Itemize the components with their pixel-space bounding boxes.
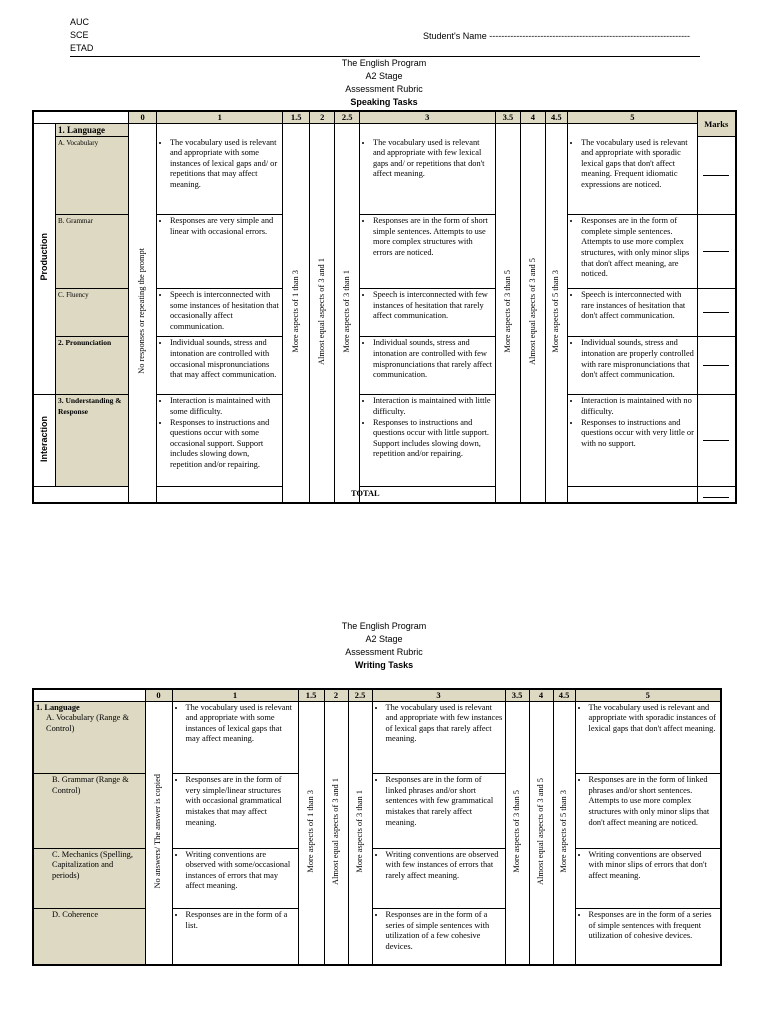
descriptor: • Responses to instructions and questions occur with some occasional support. Support includes slowing down, repetition and/or repairing. (170, 418, 281, 471)
writing-col-4-5: 4.5 (553, 689, 575, 701)
writing-col-2: 2 (324, 689, 348, 701)
descriptor: • Responses are in the form of short simple sentences. Attempts to use more complex structures with errors are noticed. (373, 216, 493, 258)
speaking-grammar-c3 (359, 215, 495, 289)
writing-row-label: A. Vocabulary (Range & Control) (46, 713, 129, 733)
writing-title-line4: Writing Tasks (354, 660, 414, 670)
speaking-pron-c5 (568, 337, 698, 395)
header-line-auc: AUC (70, 17, 90, 27)
speaking-corner (33, 111, 129, 123)
writing-col-1: 1 (172, 689, 298, 701)
interaction-section: Interaction (33, 395, 55, 487)
speaking-col-5: 5 (568, 111, 698, 123)
speaking-half-3: More aspects of 3 than 1 (335, 123, 359, 503)
speaking-col-1-5: 1.5 (283, 111, 310, 123)
descriptor: • The vocabulary used is relevant and appropriate with sporadic instances of lexical gaps that don't affect meaning. (589, 703, 719, 735)
writing-title (0, 620, 768, 672)
speaking-fluency-marks[interactable] (697, 289, 736, 337)
writing-title-line3: Assessment Rubric (345, 647, 423, 657)
speaking-half-4: More aspects of 3 than 5 (495, 123, 521, 503)
descriptor: • The vocabulary used is relevant and appropriate with sporadic lexical gaps that don't affect meaning. Frequent idiomatic expressions are noticed. (581, 138, 695, 191)
production-section: Production (33, 123, 55, 395)
speaking-col-0: 0 (129, 111, 157, 123)
writing-col-0: 0 (145, 689, 172, 701)
descriptor: • Individual sounds, stress and intonation are controlled with few mispronunciations that rarely affect communication. (373, 338, 493, 380)
descriptor: • Responses are in the form of linked phrases and/or short sentences. Attempts to use more complex structures with only minor slips that don't affect meaning are noticed. (589, 775, 719, 828)
speaking-title-line4: Speaking Tasks (350, 97, 418, 107)
speaking-col-3: 3 (359, 111, 495, 123)
speaking-row-label: A. Vocabulary (55, 137, 128, 215)
descriptor: • The vocabulary used is relevant and appropriate with some instances of lexical gaps and/ or repetitions that may affect meaning. (170, 138, 281, 191)
speaking-row-label: 3. Understanding & Response (55, 395, 128, 487)
speaking-title-line1: The English Program (341, 58, 427, 68)
writing-rubric-table (32, 688, 722, 966)
speaking-vocab-c5 (568, 137, 698, 215)
writing-col-1-5: 1.5 (298, 689, 324, 701)
descriptor: • Interaction is maintained with little difficulty. (373, 396, 493, 417)
descriptor: • The vocabulary used is relevant and appropriate with few lexical gaps and/ or repetitions that don't affect meaning. (373, 138, 493, 180)
speaking-spacer (568, 123, 698, 137)
descriptor: • Individual sounds, stress and intonation are controlled with occasional mispronunciations that may affect communication. (170, 338, 281, 380)
descriptor: • Responses are in the form of linked phrases and/or short sentences with few grammatical mistakes that rarely affect meaning. (386, 775, 503, 828)
speaking-title (0, 57, 768, 109)
descriptor: • Responses are in the form of a list. (186, 910, 296, 931)
speaking-pron-c1 (156, 337, 283, 395)
writing-coh-c3 (372, 909, 505, 965)
speaking-title-line2: A2 Stage (365, 71, 403, 81)
speaking-under-c1 (156, 395, 283, 487)
speaking-spacer (359, 123, 495, 137)
writing-grammar-c5 (575, 774, 721, 849)
writing-row-label: B. Grammar (Range & Control) (33, 774, 145, 849)
writing-coh-c5 (575, 909, 721, 965)
writing-grammar-c1 (172, 774, 298, 849)
speaking-vocab-marks[interactable] (697, 137, 736, 215)
speaking-under-c3 (359, 395, 495, 487)
speaking-grammar-c5 (568, 215, 698, 289)
speaking-spacer (156, 123, 283, 137)
descriptor: • Responses are very simple and linear with occasional errors. (170, 216, 281, 237)
writing-half-1: More aspects of 1 than 3 (298, 701, 324, 965)
speaking-title-line3: Assessment Rubric (345, 84, 423, 94)
writing-coh-c1 (172, 909, 298, 965)
speaking-col-3-5: 3.5 (495, 111, 521, 123)
writing-vocab-c1 (172, 701, 298, 774)
writing-grammar-c3 (372, 774, 505, 849)
writing-half-5: Almost equal aspects of 3 and 5 (529, 701, 553, 965)
writing-corner (33, 689, 145, 701)
header-line-etad: ETAD (70, 43, 94, 53)
speaking-half-1: More aspects of 1 than 3 (283, 123, 310, 503)
writing-vocab-c3 (372, 701, 505, 774)
speaking-under-marks[interactable] (697, 395, 736, 487)
speaking-row-label: C. Fluency (55, 289, 128, 337)
descriptor: • The vocabulary used is relevant and appropriate with some instances of lexical gaps that may affect meaning. (186, 703, 296, 745)
descriptor: • Speech is interconnected with few instances of hesitation that rarely affect communication. (373, 290, 493, 322)
writing-mech-c1 (172, 848, 298, 908)
writing-col-3: 3 (372, 689, 505, 701)
writing-half-6: More aspects of 5 than 3 (553, 701, 575, 965)
descriptor: • Responses to instructions and questions occur with little support. Support includes slowing down, repetition and/or repairing. (373, 418, 493, 460)
writing-half-4: More aspects of 3 than 5 (505, 701, 529, 965)
speaking-col-marks: Marks (697, 111, 736, 137)
descriptor: • Responses are in the form of complete simple sentences. Attempts to use more complex structures, with only minor slips that don't affect meaning, are noticed. (581, 216, 695, 280)
speaking-grammar-marks[interactable] (697, 215, 736, 289)
speaking-language-label: 1. Language (55, 123, 128, 137)
writing-col-5: 5 (575, 689, 721, 701)
speaking-no-response: No responses or repeating the prompt (129, 123, 157, 503)
speaking-total-marks[interactable] (697, 487, 736, 503)
speaking-fluency-c5 (568, 289, 698, 337)
speaking-under-c5 (568, 395, 698, 487)
header-block (70, 16, 93, 55)
writing-half-2: Almost equal aspects of 3 and 1 (324, 701, 348, 965)
speaking-col-4-5: 4.5 (545, 111, 567, 123)
speaking-half-2: Almost equal aspects of 3 and 1 (309, 123, 335, 503)
writing-vocab-c5 (575, 701, 721, 774)
writing-row-label: C. Mechanics (Spelling, Capitalization and periods) (33, 848, 145, 908)
writing-no-answer: No answers/ The answer is copied (145, 701, 172, 965)
speaking-total-label: TOTAL (33, 487, 697, 503)
descriptor: • Writing conventions are observed with some/occasional instances of errors that may affect meaning. (186, 850, 296, 892)
speaking-rubric-table (32, 110, 737, 504)
writing-half-3: More aspects of 3 than 1 (348, 701, 372, 965)
descriptor: • Responses to instructions and questions occur with very little or with no support. (581, 418, 695, 450)
writing-language-label: 1. Language (36, 702, 80, 712)
writing-title-line1: The English Program (341, 621, 427, 631)
writing-col-4: 4 (529, 689, 553, 701)
student-name-field: Student's Name ------------------------------------------------------------------- (423, 31, 691, 41)
writing-mech-c3 (372, 848, 505, 908)
descriptor: • Interaction is maintained with some difficulty. (170, 396, 281, 417)
writing-row-label: D. Coherence (33, 909, 145, 965)
descriptor: • Interaction is maintained with no difficulty. (581, 396, 695, 417)
descriptor: • Writing conventions are observed with minor slips of errors that don't affect meaning. (589, 850, 719, 882)
speaking-vocab-c3 (359, 137, 495, 215)
descriptor: • Speech is interconnected with some instances of hesitation that occasionally affect communication. (170, 290, 281, 332)
speaking-col-1: 1 (156, 111, 283, 123)
writing-title-line2: A2 Stage (365, 634, 403, 644)
speaking-col-2: 2 (309, 111, 335, 123)
descriptor: • Individual sounds, stress and intonation are properly controlled with rare mispronunciations that don't affect communication. (581, 338, 695, 380)
speaking-col-4: 4 (521, 111, 545, 123)
speaking-pron-marks[interactable] (697, 337, 736, 395)
speaking-grammar-c1 (156, 215, 283, 289)
writing-mech-c5 (575, 848, 721, 908)
writing-col-3-5: 3.5 (505, 689, 529, 701)
speaking-half-6: More aspects of 5 than 3 (545, 123, 567, 503)
descriptor: • Responses are in the form of a series of simple sentences with utilization of a few cohesive devices. (386, 910, 503, 952)
descriptor: • The vocabulary used is relevant and appropriate with few instances of lexical gaps that rarely affect meaning. (386, 703, 503, 745)
descriptor: • Speech is interconnected with rare instances of hesitation that don't affect communication. (581, 290, 695, 322)
speaking-col-2-5: 2.5 (335, 111, 359, 123)
speaking-fluency-c1 (156, 289, 283, 337)
speaking-pron-c3 (359, 337, 495, 395)
writing-col-2-5: 2.5 (348, 689, 372, 701)
speaking-half-5: Almost equal aspects of 3 and 5 (521, 123, 545, 503)
speaking-fluency-c3 (359, 289, 495, 337)
descriptor: • Responses are in the form of very simple/linear structures with occasional grammatical mistakes that may affect meaning. (186, 775, 296, 828)
header-line-sce: SCE (70, 30, 89, 40)
speaking-vocab-c1 (156, 137, 283, 215)
speaking-row-label: B. Grammar (55, 215, 128, 289)
descriptor: • Writing conventions are observed with few instances of errors that rarely affect meaning. (386, 850, 503, 882)
writing-vocab-label (33, 701, 145, 774)
descriptor: • Responses are in the form of a series of simple sentences with frequent utilization of cohesive devices. (589, 910, 719, 942)
speaking-row-label: 2. Pronunciation (55, 337, 128, 395)
